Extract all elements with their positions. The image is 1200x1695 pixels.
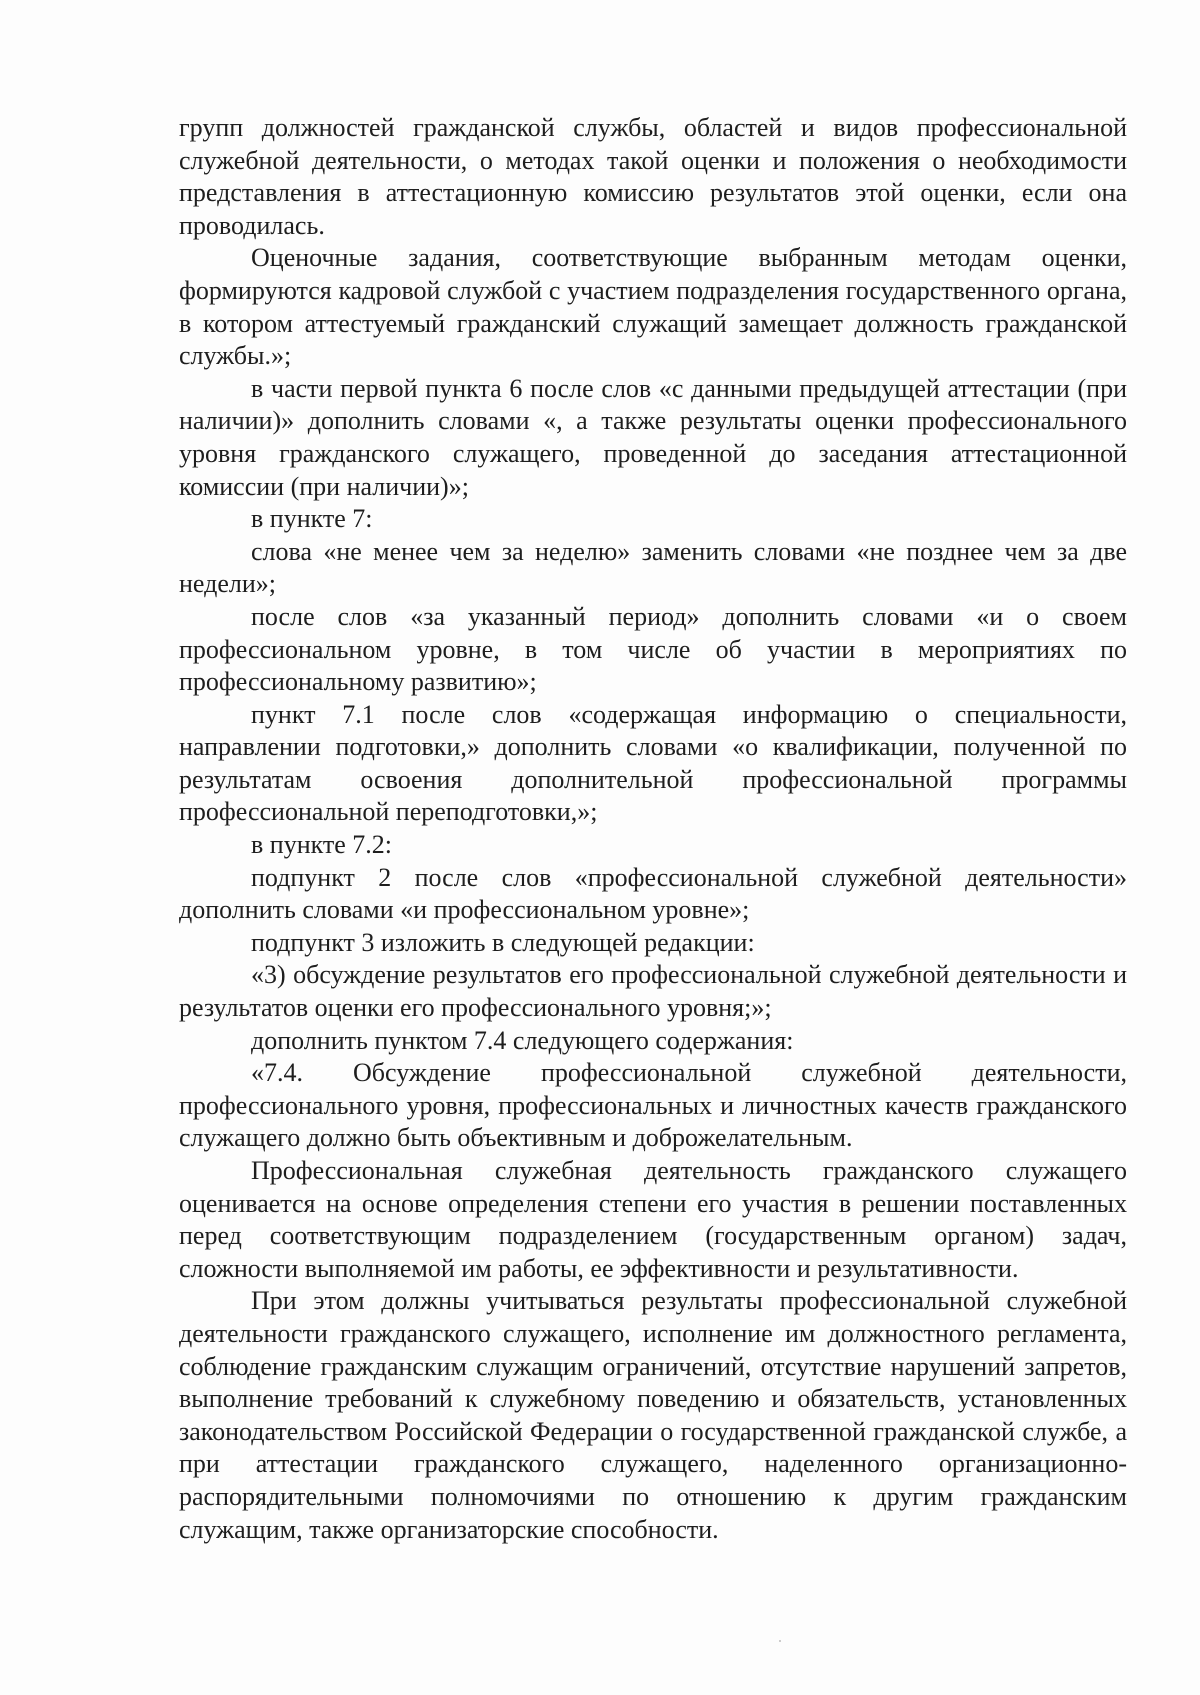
paragraph-point-7-2-heading: в пункте 7.2: [251,830,393,860]
scan-speck [779,1640,781,1642]
document-body [179,112,1127,1546]
paragraph-subpoint-3-heading: подпункт 3 изложить в следующей редакции: [251,927,755,957]
paragraph-point-7-period: после слов «за указанный период» дополнить словами «и о своем профессиональном уровне, в том числе об участии в мероприятиях по профессиональному развитию»; [179,601,1127,697]
paragraph-point-6: в части первой пункта 6 после слов «с данными предыдущей аттестации (при наличии)» дополнить словами «, а также результаты оценки профессионального уровня гражданского служащего, проведенной до заседания аттестационной комиссии (при наличии)»; [179,373,1127,501]
paragraph-continuation: групп должностей гражданской службы, областей и видов профессиональной служебной деятельности, о методах такой оценки и положения о необходимости представления в аттестационную комиссию результатов этой оценки, если она проводилась. [179,113,1127,240]
paragraph-point-7-1: пункт 7.1 после слов «содержащая информацию о специальности, направлении подготовки,» дополнить словами «о квалификации, полученной по результатам освоения дополнительной профессиональной программы профессиональной переподготовки,»; [179,699,1127,827]
paragraph-point-7-words: слова «не менее чем за неделю» заменить словами «не позднее чем за две недели»; [179,536,1127,599]
paragraph-assessment-tasks: Оценочные задания, соответствующие выбранным методам оценки, формируются кадровой службой с участием подразделения государственного органа, в котором аттестуемый гражданский служащий замещает должность гражданской службы.»; [179,243,1127,371]
paragraph-subpoint-2: подпункт 2 после слов «профессиональной служебной деятельности» дополнить словами «и профессиональном уровне»; [179,862,1127,925]
paragraph-point-7-4-heading: дополнить пунктом 7.4 следующего содержания: [251,1025,794,1055]
paragraph-point-7-heading: в пункте 7: [251,504,373,534]
paragraph-considerations: При этом должны учитываться результаты профессиональной служебной деятельности гражданского служащего, исполнение им должностного регламента, соблюдение гражданским служащим ограничений, отсутствие нарушений запретов, выполнение требований к служебному поведению и обязательств, установленных законодательством Российской Федерации о государственной гражданской службе, а при аттестации гражданского служащего, наделенного организационно-распорядительными полномочиями по отношению к другим гражданским служащим, также организаторские способности. [179,1286,1127,1544]
paragraph-activity-evaluation: Профессиональная служебная деятельность гражданского служащего оценивается на основе определения степени его участия в решении поставленных перед соответствующим подразделением (государственным органом) задач, сложности выполняемой им работы, ее эффективности и результативности. [179,1156,1127,1283]
paragraph-subpoint-3-text: «3) обсуждение результатов его профессиональной служебной деятельности и результатов оценки его профессионального уровня;»; [179,960,1127,1023]
paragraph-point-7-4-text: «7.4. Обсуждение профессиональной служебной деятельности, профессионального уровня, профессиональных и личностных качеств гражданского служащего должно быть объективным и доброжелательным. [179,1058,1127,1153]
